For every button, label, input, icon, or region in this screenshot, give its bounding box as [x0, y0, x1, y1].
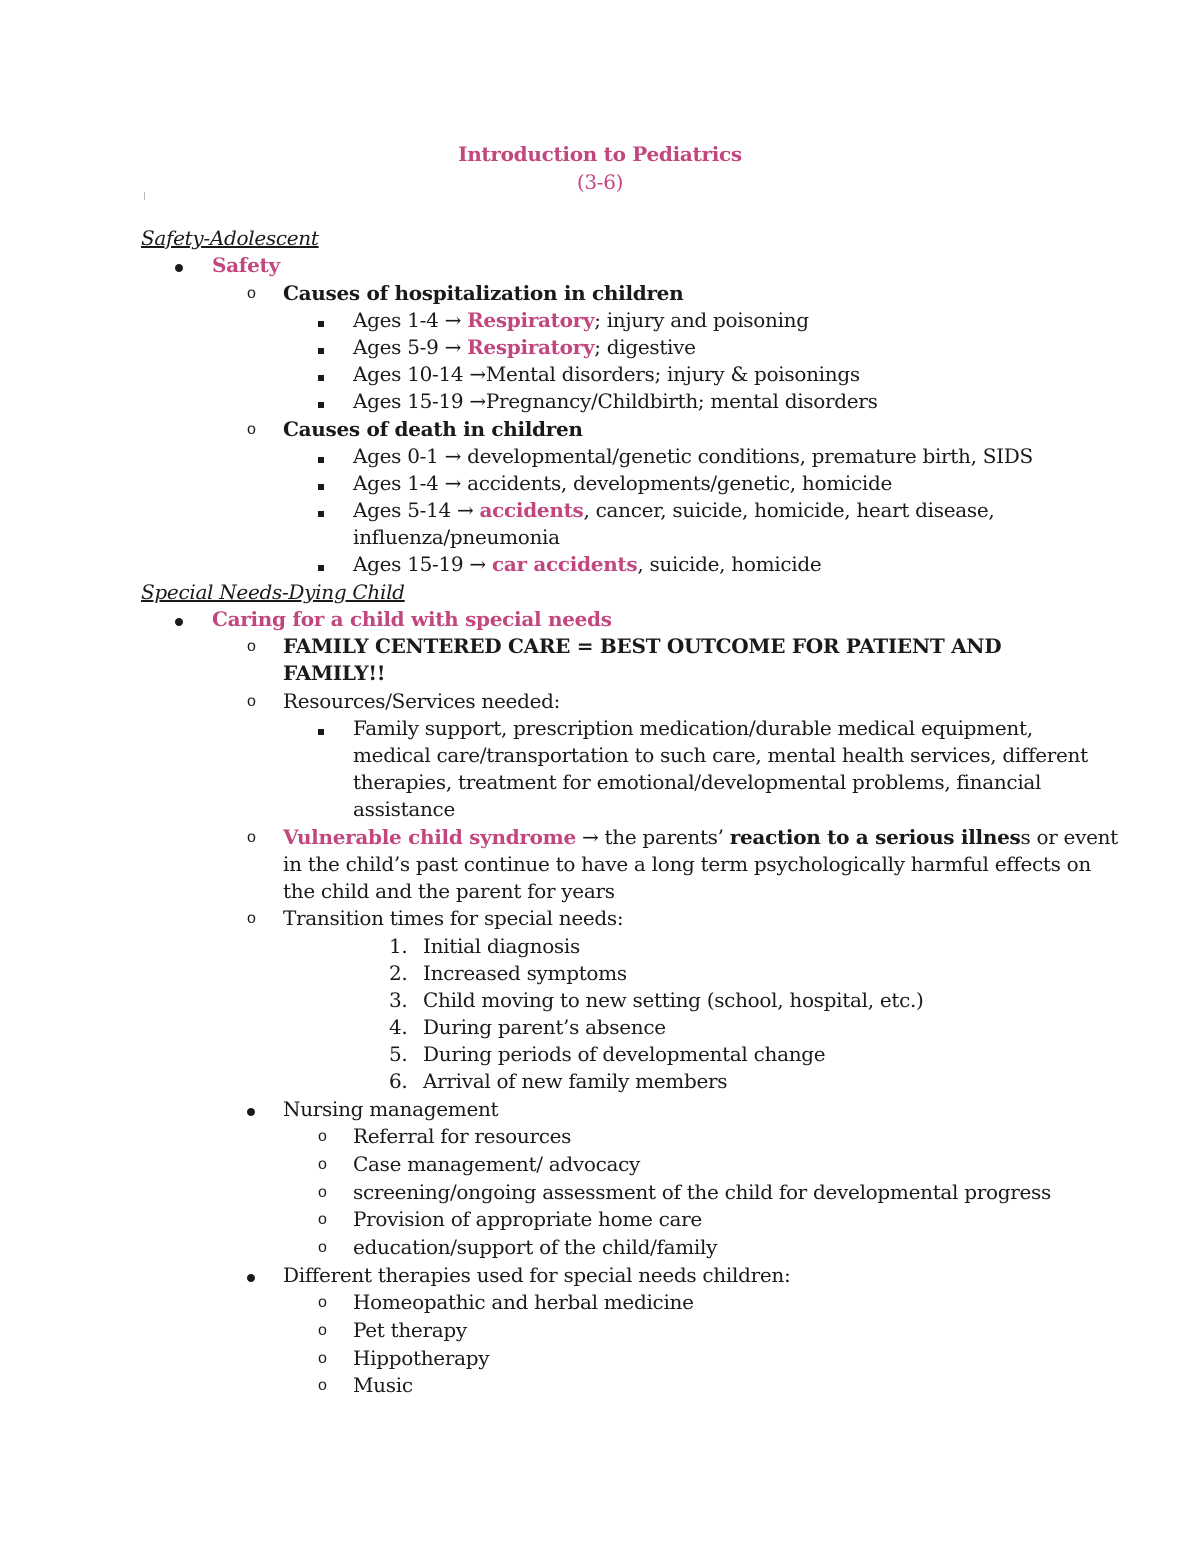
circle-bullet-icon: o: [318, 1156, 327, 1173]
hosp-item-1: Ages 1-4 → Respiratory; injury and poisoning: [353, 308, 809, 332]
bullet-safety: Safety: [212, 253, 280, 277]
list-number: 1.: [389, 934, 408, 958]
hosp-item-2: Ages 5-9 → Respiratory; digestive: [353, 335, 696, 359]
list-number: 3.: [389, 988, 408, 1012]
square-bullet-icon: [318, 715, 324, 742]
circle-bullet-icon: o: [247, 638, 256, 655]
transition-item-1: Initial diagnosis: [423, 934, 580, 958]
square-bullet-icon: [318, 307, 324, 334]
bullet-dot-icon: [247, 1262, 255, 1289]
therapies-heading: Different therapies used for special needs children:: [283, 1263, 791, 1287]
nursing-item-4: Provision of appropriate home care: [353, 1207, 702, 1231]
hosp-item-4: Ages 15-19 →Pregnancy/Childbirth; mental disorders: [353, 389, 878, 413]
death-item-1: Ages 0-1 → developmental/genetic conditions, premature birth, SIDS: [353, 444, 1033, 468]
square-bullet-icon: [318, 334, 324, 361]
circle-bullet-icon: o: [247, 693, 256, 710]
nursing-item-2: Case management/ advocacy: [353, 1152, 641, 1176]
circle-bullet-icon: o: [318, 1377, 327, 1394]
circle-bullet-icon: o: [318, 1128, 327, 1145]
resources-line-3: therapies, treatment for emotional/developmental problems, financial: [353, 770, 1042, 794]
list-number: 6.: [389, 1069, 408, 1093]
square-bullet-icon: [318, 470, 324, 497]
square-bullet-icon: [318, 497, 324, 524]
page-mark: [144, 192, 145, 200]
square-bullet-icon: [318, 361, 324, 388]
death-item-4: Ages 15-19 → car accidents, suicide, homicide: [353, 552, 822, 576]
square-bullet-icon: [318, 443, 324, 470]
circle-bullet-icon: o: [247, 285, 256, 302]
circle-bullet-icon: o: [247, 829, 256, 846]
nursing-item-3: screening/ongoing assessment of the child for developmental progress: [353, 1180, 1051, 1204]
fcc-line-2: FAMILY!!: [283, 661, 386, 685]
transition-item-3: Child moving to new setting (school, hospital, etc.): [423, 988, 924, 1012]
circle-bullet-icon: o: [318, 1322, 327, 1339]
resources-line-1: Family support, prescription medication/durable medical equipment,: [353, 716, 1033, 740]
death-heading: Causes of death in children: [283, 417, 583, 441]
vcs-line-3: the child and the parent for years: [283, 879, 615, 903]
nursing-heading: Nursing management: [283, 1097, 499, 1121]
therapy-item-3: Hippotherapy: [353, 1346, 490, 1370]
document-subtitle: (3-6): [576, 170, 624, 194]
resources-line-2: medical care/transportation to such care, mental health services, different: [353, 743, 1088, 767]
bullet-dot-icon: [247, 1096, 255, 1123]
section-heading-special-needs: Special Needs-Dying Child: [141, 580, 405, 604]
death-item-2: Ages 1-4 → accidents, developments/genetic, homicide: [353, 471, 893, 495]
circle-bullet-icon: o: [318, 1211, 327, 1228]
circle-bullet-icon: o: [318, 1294, 327, 1311]
bullet-dot-icon: [175, 606, 183, 633]
transition-item-6: Arrival of new family members: [423, 1069, 728, 1093]
hosp-item-3: Ages 10-14 →Mental disorders; injury & poisonings: [353, 362, 860, 386]
resources-line-4: assistance: [353, 797, 455, 821]
vcs-line-2: in the child’s past continue to have a long term psychologically harmful effects on: [283, 852, 1091, 876]
transition-item-2: Increased symptoms: [423, 961, 627, 985]
section-heading-safety-adolescent: Safety-Adolescent: [141, 226, 319, 250]
circle-bullet-icon: o: [318, 1184, 327, 1201]
list-number: 2.: [389, 961, 408, 985]
death-item-3: Ages 5-14 → accidents, cancer, suicide, homicide, heart disease,: [353, 498, 995, 522]
nursing-item-5: education/support of the child/family: [353, 1235, 718, 1259]
fcc-line-1: FAMILY CENTERED CARE = BEST OUTCOME FOR PATIENT AND: [283, 634, 1002, 658]
transition-item-4: During parent’s absence: [423, 1015, 666, 1039]
bullet-dot-icon: [175, 252, 183, 279]
circle-bullet-icon: o: [318, 1239, 327, 1256]
resources-heading: Resources/Services needed:: [283, 689, 561, 713]
circle-bullet-icon: o: [247, 910, 256, 927]
transition-item-5: During periods of developmental change: [423, 1042, 826, 1066]
transition-heading: Transition times for special needs:: [283, 906, 624, 930]
list-number: 4.: [389, 1015, 408, 1039]
document-title: Introduction to Pediatrics: [458, 142, 742, 166]
therapy-item-1: Homeopathic and herbal medicine: [353, 1290, 694, 1314]
bullet-caring: Caring for a child with special needs: [212, 607, 612, 631]
circle-bullet-icon: o: [247, 421, 256, 438]
vcs-line-1: Vulnerable child syndrome → the parents’ reaction to a serious illness or event: [283, 825, 1118, 849]
list-number: 5.: [389, 1042, 408, 1066]
square-bullet-icon: [318, 388, 324, 415]
death-item-3-cont: influenza/pneumonia: [353, 525, 560, 549]
circle-bullet-icon: o: [318, 1350, 327, 1367]
therapy-item-4: Music: [353, 1373, 413, 1397]
nursing-item-1: Referral for resources: [353, 1124, 572, 1148]
therapy-item-2: Pet therapy: [353, 1318, 467, 1342]
hosp-heading: Causes of hospitalization in children: [283, 281, 684, 305]
square-bullet-icon: [318, 551, 324, 578]
